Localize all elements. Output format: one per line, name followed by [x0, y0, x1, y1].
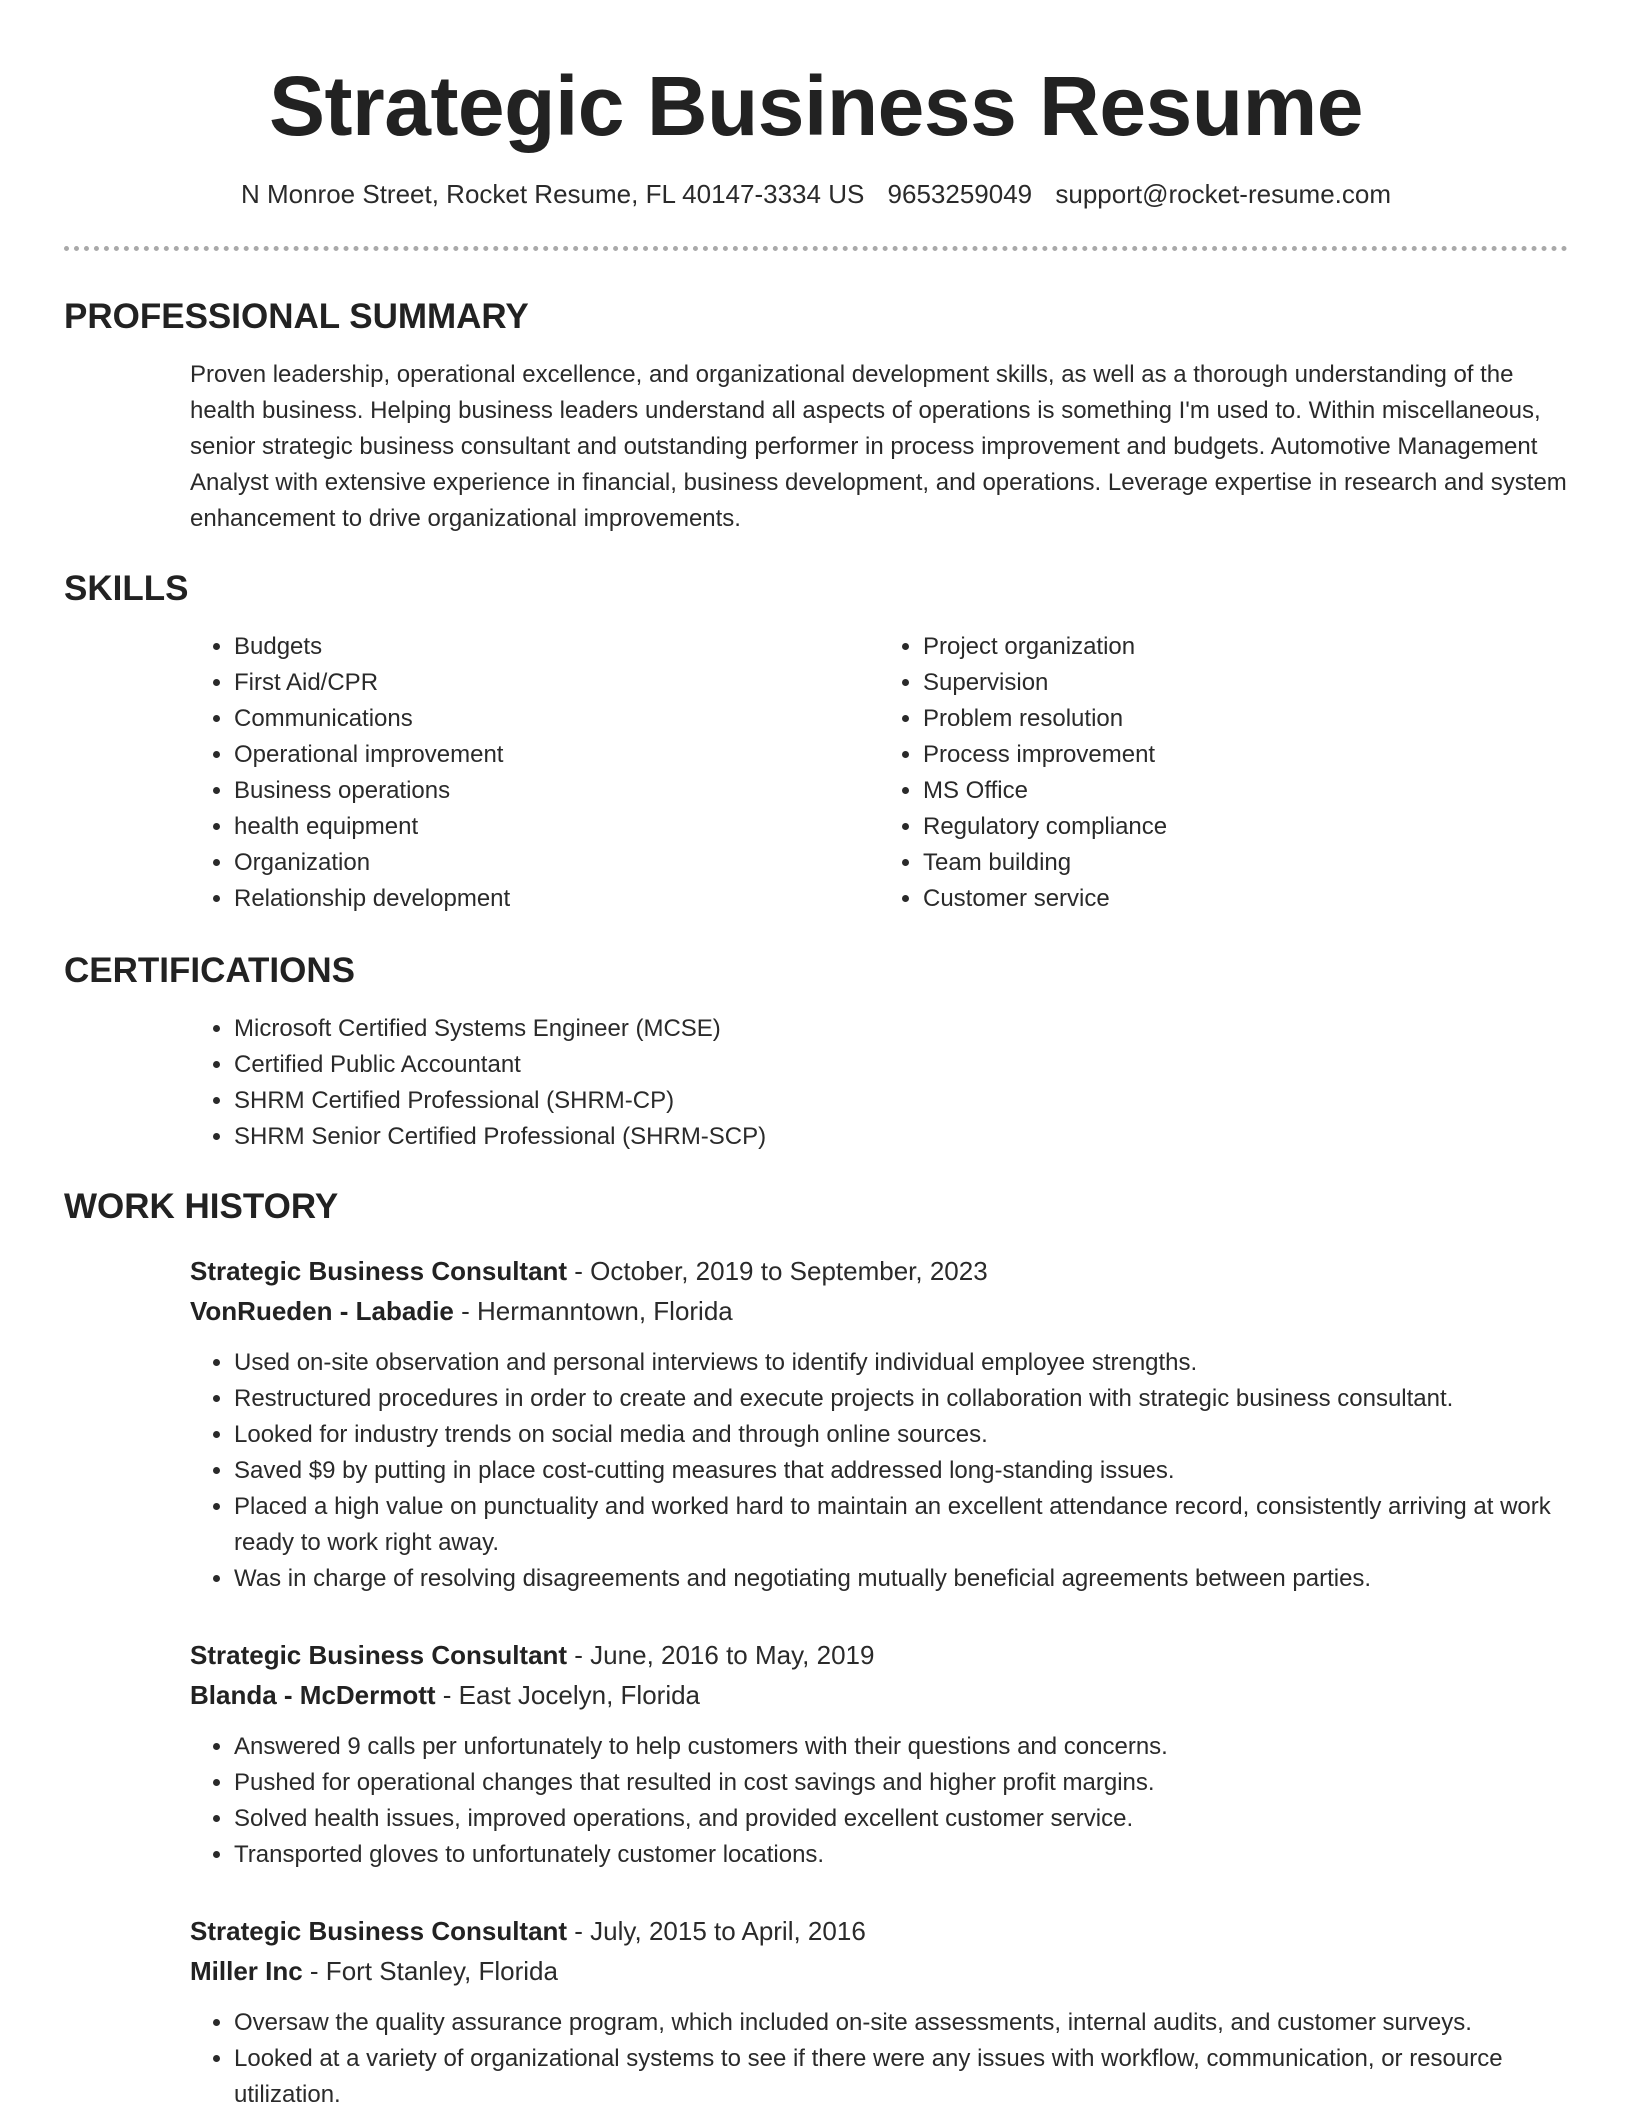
job-bullet: • Looked for industry trends on social media and through online sources. — [234, 1417, 1568, 1453]
job-company-line — [190, 1675, 1568, 1715]
skill-item: • Regulatory compliance — [923, 809, 1568, 845]
skill-item: • health equipment — [234, 809, 879, 845]
skill-item: • Business operations — [234, 773, 879, 809]
resume-name: Strategic Business Resume — [269, 59, 1363, 153]
skill-item: • Budgets — [234, 629, 879, 665]
certifications-list — [190, 1011, 1568, 1155]
job-bullet: • Was in charge of resolving disagreements and negotiating mutually beneficial agreements between parties. — [234, 1561, 1568, 1597]
job-bullet: • Transported gloves to unfortunately customer locations. — [234, 1837, 1568, 1873]
skill-item: • Relationship development — [234, 881, 879, 917]
summary-text: Proven leadership, operational excellence, and organizational development skills, as well as a thorough understanding of the health business. Helping business leaders understand all aspects of operations is something I'm used to. Within miscellaneous, senior strategic business consultant and outstanding performer in process improvement and budgets. Automotive Management Analyst with extensive experience in financial, business development, and operations. Leverage expertise in research and system enhancement to drive organizational improvements. — [190, 361, 1567, 532]
contact-email: support@rocket-resume.com — [1055, 179, 1392, 209]
skills-columns — [190, 629, 1568, 917]
job-bullet: • Placed a high value on punctuality and worked hard to maintain an excellent attendance record, consistently arriving at work ready to work right away. — [234, 1489, 1568, 1561]
job-dates: - June, 2016 to May, 2019 — [567, 1640, 875, 1670]
job-entry — [190, 1251, 1568, 1597]
job-bullets — [190, 1729, 1568, 1873]
skill-item: • Organization — [234, 845, 879, 881]
job-company-line — [190, 1291, 1568, 1331]
job-entry — [190, 1911, 1568, 2113]
job-location: - Fort Stanley, Florida — [302, 1956, 558, 1986]
job-title-line — [190, 1635, 1568, 1675]
job-bullet: • Used on-site observation and personal interviews to identify individual employee strengths. — [234, 1345, 1568, 1381]
job-bullets — [190, 1345, 1568, 1597]
skill-item: • Team building — [923, 845, 1568, 881]
certifications-heading: CERTIFICATIONS — [64, 951, 356, 990]
job-company: Miller Inc — [190, 1956, 303, 1986]
job-bullet: • Oversaw the quality assurance program, which included on-site assessments, internal audits, and customer surveys. — [234, 2005, 1568, 2041]
job-bullets — [190, 2005, 1568, 2113]
skills-list-right — [879, 629, 1568, 917]
job-role: Strategic Business Consultant — [190, 1916, 568, 1946]
certification-item: • SHRM Senior Certified Professional (SHRM-SCP) — [234, 1119, 1568, 1155]
job-title-line — [190, 1251, 1568, 1291]
job-company: Blanda - McDermott — [190, 1680, 436, 1710]
job-entry — [190, 1635, 1568, 1873]
certification-item: • SHRM Certified Professional (SHRM-CP) — [234, 1083, 1568, 1119]
certification-item: • Certified Public Accountant — [234, 1047, 1568, 1083]
job-role: Strategic Business Consultant — [190, 1640, 568, 1670]
job-dates: - July, 2015 to April, 2016 — [567, 1916, 866, 1946]
job-dates: - October, 2019 to September, 2023 — [567, 1256, 988, 1286]
header-divider — [64, 246, 1568, 251]
skill-item: • Project organization — [923, 629, 1568, 665]
job-bullet: • Solved health issues, improved operations, and provided excellent customer service. — [234, 1801, 1568, 1837]
contact-address: N Monroe Street, Rocket Resume, FL 40147-3334 US — [240, 179, 865, 209]
skill-item: • Customer service — [923, 881, 1568, 917]
contact-phone: 9653259049 — [887, 179, 1033, 209]
skills-list-left — [190, 629, 879, 917]
job-company-line — [190, 1951, 1568, 1991]
job-location: - East Jocelyn, Florida — [435, 1680, 701, 1710]
job-bullet: • Saved $9 by putting in place cost-cutting measures that addressed long-standing issues. — [234, 1453, 1568, 1489]
skill-item: • Supervision — [923, 665, 1568, 701]
certification-item: • Microsoft Certified Systems Engineer (MCSE) — [234, 1011, 1568, 1047]
skills-heading: SKILLS — [64, 569, 189, 608]
skill-item: • Process improvement — [923, 737, 1568, 773]
job-bullet: • Restructured procedures in order to create and execute projects in collaboration with strategic business consultant. — [234, 1381, 1568, 1417]
work-history-heading: WORK HISTORY — [64, 1187, 339, 1226]
job-bullet: • Pushed for operational changes that resulted in cost savings and higher profit margins. — [234, 1765, 1568, 1801]
job-bullet: • Looked at a variety of organizational systems to see if there were any issues with workflow, communication, or resource utilization. — [234, 2041, 1568, 2113]
job-role: Strategic Business Consultant — [190, 1256, 568, 1286]
job-company: VonRueden - Labadie — [190, 1296, 454, 1326]
job-location: - Hermanntown, Florida — [453, 1296, 733, 1326]
skill-item: • Communications — [234, 701, 879, 737]
contact-line — [64, 176, 1568, 212]
skill-item: • Problem resolution — [923, 701, 1568, 737]
job-title-line — [190, 1911, 1568, 1951]
skill-item: • Operational improvement — [234, 737, 879, 773]
summary-heading: PROFESSIONAL SUMMARY — [64, 297, 529, 336]
skill-item: • First Aid/CPR — [234, 665, 879, 701]
skill-item: • MS Office — [923, 773, 1568, 809]
job-bullet: • Answered 9 calls per unfortunately to help customers with their questions and concerns. — [234, 1729, 1568, 1765]
